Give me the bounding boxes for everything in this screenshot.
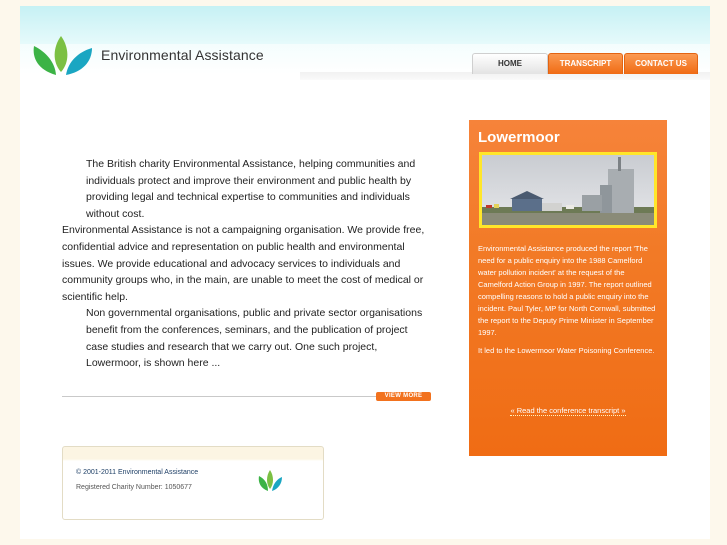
read-transcript-link-text[interactable]: « Read the conference transcript »: [510, 406, 626, 415]
footer-box: [62, 446, 324, 520]
panel-title: Lowermoor: [478, 129, 560, 146]
lowermoor-panel: [469, 120, 667, 456]
content-divider: [62, 396, 378, 397]
report-paragraph: Environmental Assistance produced the report 'The need for a public enquiry into the 1988 Camelford water pollution incident' at the request of the Camelford Action Group in 1997. The report outlined compelling reasons to hold a public enquiry into the incident. Paul Tyler, MP for North Cornwall, submitted the report to the Deputy Prime Minister in September 1997.: [478, 244, 656, 337]
page: [20, 6, 710, 539]
main-content: [62, 156, 432, 372]
leaf-logo-icon[interactable]: [28, 32, 98, 80]
brand-name: Environmental Assistance: [101, 47, 264, 63]
water-treatment-works-image: [482, 155, 654, 225]
view-more-button[interactable]: VIEW MORE: [376, 392, 431, 401]
nav-transcript-tab[interactable]: TRANSCRIPT: [548, 53, 623, 74]
read-transcript-link[interactable]: [469, 406, 667, 415]
nav-contact-tab[interactable]: CONTACT US: [624, 53, 698, 74]
top-banner: [20, 6, 710, 44]
conference-paragraph: It led to the Lowermoor Water Poisoning Conference.: [478, 346, 655, 355]
leaf-logo-small-icon: [257, 467, 283, 493]
intro-paragraph: The British charity Environmental Assistance, helping communities and individuals protect and improve their environment and public health by providing legal and technical expertise to communities and individuals without cost.: [86, 158, 416, 220]
panel-body: [478, 243, 660, 363]
charity-number: Registered Charity Number: 1050677: [76, 484, 192, 491]
copyright-text: © 2001-2011 Environmental Assistance: [76, 469, 199, 476]
nav-home-tab[interactable]: HOME: [472, 53, 548, 74]
projects-paragraph: Non governmental organisations, public and private sector organisations benefit from the conferences, seminars, and the publication of project case studies and research that we carry out. One such project, Lowermoor, is shown here ...: [86, 307, 423, 370]
about-paragraph: Environmental Assistance is not a campaigning organisation. We provide free, confidential advice and representation on public health and environmental issues. We provide educational and advocacy services to individuals and community groups who, in the main, are unable to meet the cost of medical or scientific help.: [62, 224, 425, 303]
lowermoor-photo: [479, 152, 657, 228]
